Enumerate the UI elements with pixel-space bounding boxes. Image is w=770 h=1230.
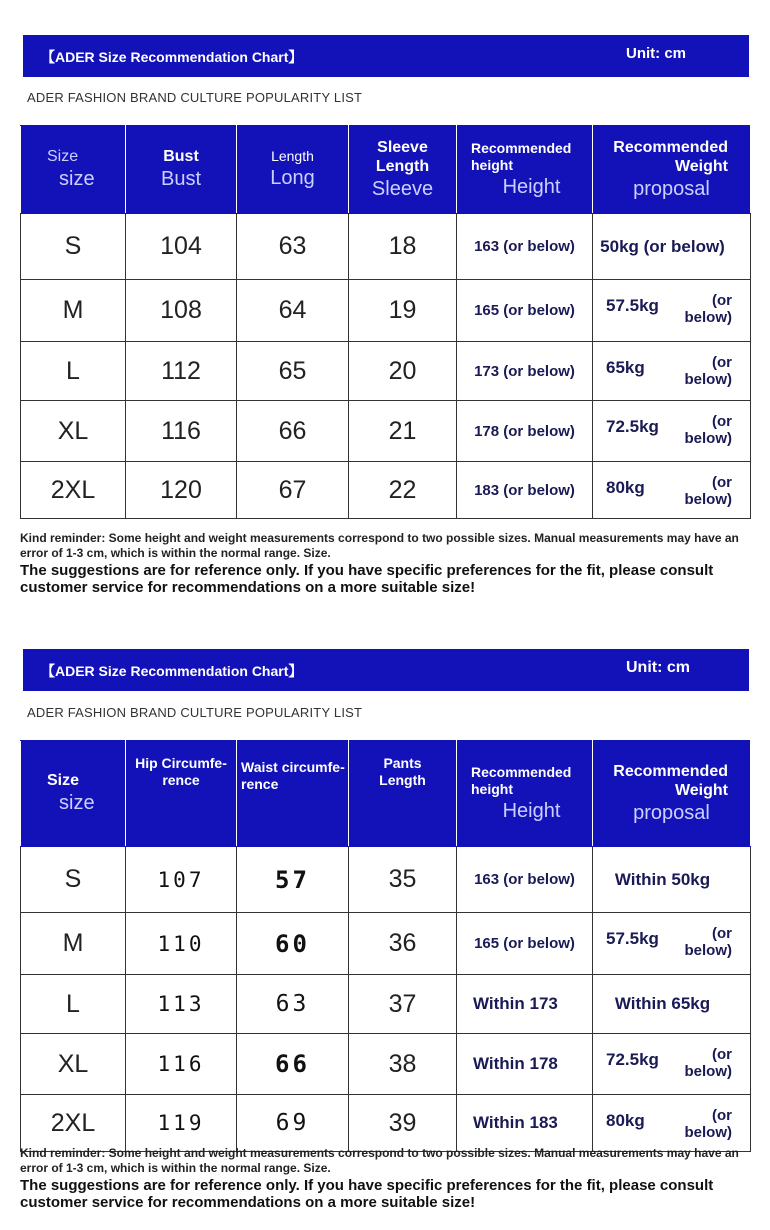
size-cell: M [21,280,126,342]
height-cell: Within 178 [457,1034,593,1095]
length-cell: 64 [237,280,349,342]
header-size: Size size [21,741,126,847]
table-header [21,741,751,847]
weight-cell [593,913,751,975]
hip-cell: 116 [126,1034,237,1095]
size-cell: XL [21,401,126,462]
table-row [21,975,751,1034]
height-cell: 163 (or below) [457,214,593,280]
weight-cell [593,462,751,519]
height-cell: Within 173 [457,975,593,1034]
header-hip: Hip Circumfe-rence [126,741,237,847]
bust-cell: 104 [126,214,237,280]
suggestion-text: The suggestions are for reference only. If you have specific preferences for the fit, please consult customer service for recommendations on a more suitable size! [20,562,714,596]
unit-label: Unit: cm [626,45,686,62]
table-row [21,1095,751,1152]
bust-cell: 112 [126,342,237,401]
bust-cell: 120 [126,462,237,519]
pants-cell: 37 [349,975,457,1034]
table-row [21,913,751,975]
weight-note: (or below) [684,1107,732,1141]
header-size: Size size [21,126,126,214]
header-height: Recommended height Height [457,741,593,847]
weight-cell [593,1034,751,1095]
table-row [21,847,751,913]
size-cell: S [21,214,126,280]
chart-title: 【ADER Size Recommendation Chart】 [41,49,303,65]
weight-note: (or below) [684,354,732,388]
weight-note: (or below) [684,1046,732,1080]
weight-cell: 50kg (or below) [593,214,751,280]
size-cell: M [21,913,126,975]
waist-cell: 57 [237,847,349,913]
brand-line: ADER FASHION BRAND CULTURE POPULARITY LIST [27,705,363,720]
sleeve-cell: 21 [349,401,457,462]
table-row [21,1034,751,1095]
weight-value: 65kg [606,358,645,377]
sleeve-cell: 20 [349,342,457,401]
bust-cell: 108 [126,280,237,342]
height-cell: 183 (or below) [457,462,593,519]
sleeve-cell: 19 [349,280,457,342]
pants-cell: 39 [349,1095,457,1152]
height-cell: 178 (or below) [457,401,593,462]
hip-cell: 113 [126,975,237,1034]
table-row [21,342,751,401]
table-header [21,126,751,214]
table-row [21,214,751,280]
weight-cell: Within 50kg [593,847,751,913]
weight-value: 72.5kg [606,417,659,436]
reminder-text: Kind reminder: Some height and weight measurements correspond to two possible sizes. Manual measurements may have an error of 1-3 cm, which is within the normal range. Size. [20,1146,739,1175]
size-cell: L [21,975,126,1034]
height-cell: Within 183 [457,1095,593,1152]
size-cell: XL [21,1034,126,1095]
header-weight: Recommended Weight proposal [593,126,751,214]
height-cell: 165 (or below) [457,913,593,975]
weight-cell: Within 65kg [593,975,751,1034]
bust-cell: 116 [126,401,237,462]
size-cell: S [21,847,126,913]
sleeve-cell: 18 [349,214,457,280]
weight-value: 80kg [606,1111,645,1130]
pants-cell: 38 [349,1034,457,1095]
weight-value: 80kg [606,478,645,497]
weight-note: (or below) [684,413,732,447]
table-row [21,401,751,462]
chart-title-bar [23,35,749,77]
header-pants: Pants Length [349,741,457,847]
weight-note: (or below) [684,925,732,959]
suggestion-text: The suggestions are for reference only. If you have specific preferences for the fit, please consult customer service for recommendations on a more suitable size! [20,1177,714,1211]
waist-cell: 60 [237,913,349,975]
height-cell: 165 (or below) [457,280,593,342]
weight-value: 72.5kg [606,1050,659,1069]
weight-cell [593,280,751,342]
height-cell: 163 (or below) [457,847,593,913]
size-table-top [20,125,751,519]
waist-cell: 66 [237,1034,349,1095]
table-row [21,462,751,519]
unit-label: Unit: cm [626,659,690,676]
length-cell: 66 [237,401,349,462]
weight-cell [593,1095,751,1152]
hip-cell: 107 [126,847,237,913]
header-bust: Bust Bust [126,126,237,214]
size-cell: L [21,342,126,401]
length-cell: 67 [237,462,349,519]
size-cell: 2XL [21,1095,126,1152]
chart-title-bar [23,649,749,691]
waist-cell: 69 [237,1095,349,1152]
weight-cell [593,342,751,401]
reminder-note [20,531,750,596]
weight-note: (or below) [684,474,732,508]
height-cell: 173 (or below) [457,342,593,401]
chart-title: 【ADER Size Recommendation Chart】 [41,663,303,679]
size-table-bottom [20,740,751,1152]
size-cell: 2XL [21,462,126,519]
hip-cell: 119 [126,1095,237,1152]
length-cell: 65 [237,342,349,401]
pants-cell: 36 [349,913,457,975]
header-waist: Waist circumfe-rence [237,741,349,847]
reminder-text: Kind reminder: Some height and weight measurements correspond to two possible sizes. Manual measurements may have an error of 1-3 cm, which is within the normal range. Size. [20,531,739,560]
table-row [21,280,751,342]
weight-note: (or below) [684,292,732,326]
weight-value: 57.5kg [606,929,659,948]
header-weight: Recommended Weight proposal [593,741,751,847]
sleeve-cell: 22 [349,462,457,519]
weight-value: 57.5kg [606,296,659,315]
pants-cell: 35 [349,847,457,913]
header-length: Length Long [237,126,349,214]
reminder-note [20,1146,750,1211]
weight-cell [593,401,751,462]
waist-cell: 63 [237,975,349,1034]
brand-line: ADER FASHION BRAND CULTURE POPULARITY LIST [27,90,363,105]
header-height: Recommended height Height [457,126,593,214]
hip-cell: 110 [126,913,237,975]
header-sleeve: Sleeve Length Sleeve [349,126,457,214]
length-cell: 63 [237,214,349,280]
